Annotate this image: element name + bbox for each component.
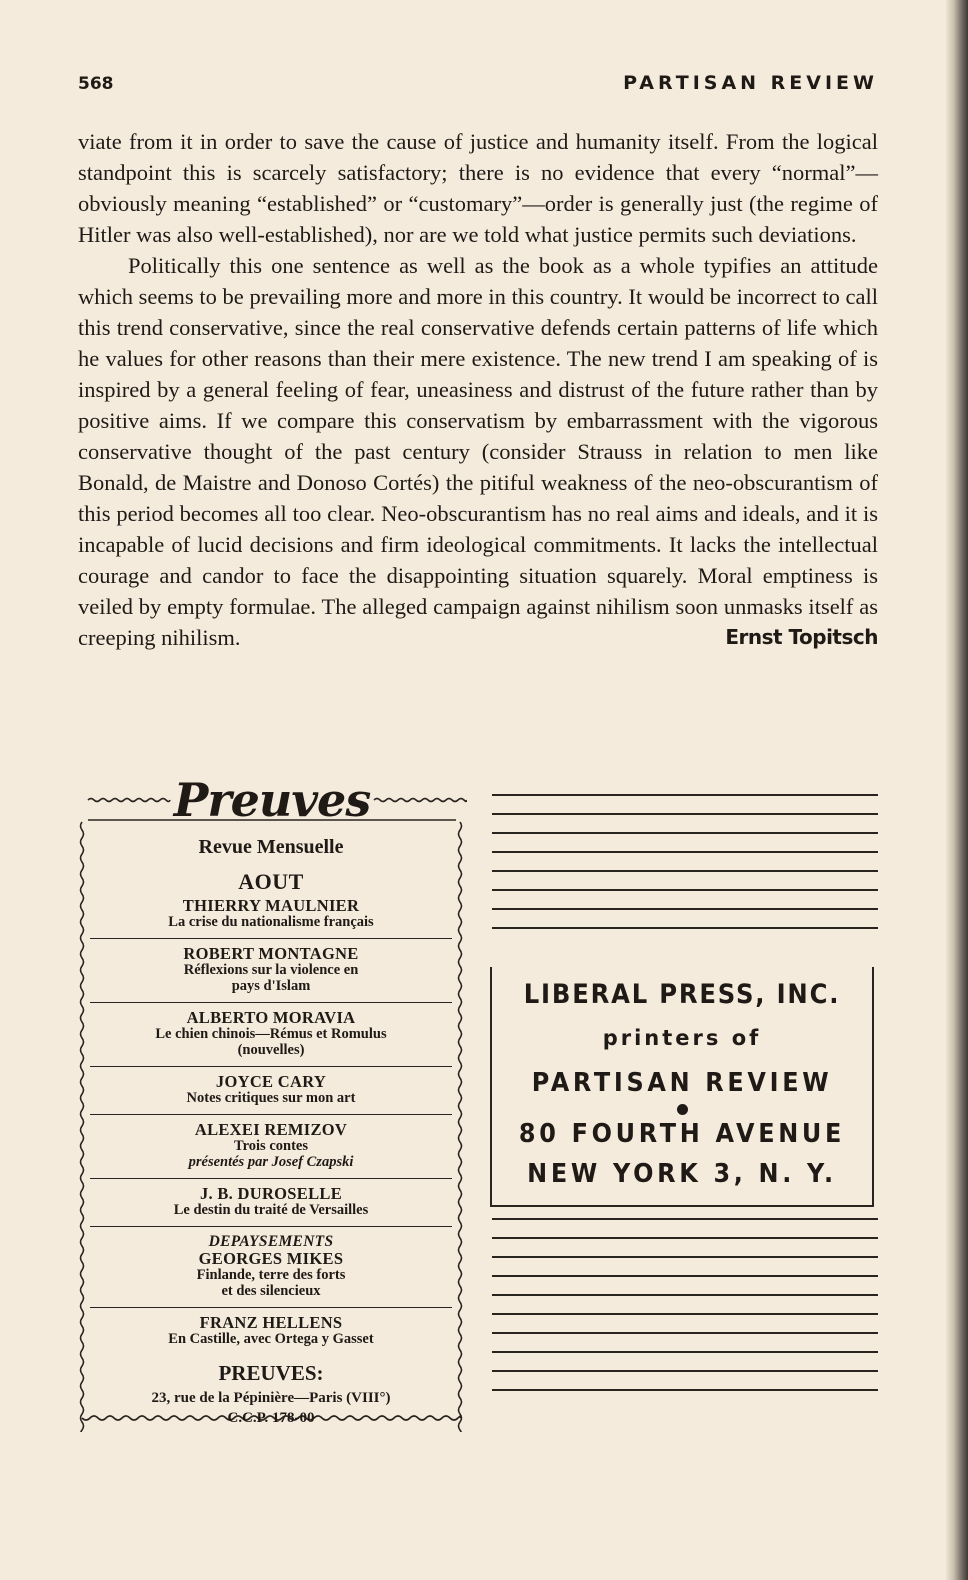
entry-title: La crise du nationalisme français [168,914,374,930]
rule-line [492,1256,878,1258]
entry-title: Notes critiques sur mon art [186,1090,356,1106]
page-edge-shadow [946,0,968,1580]
preuves-title: Preuves [173,773,371,827]
rule-line [492,1275,878,1277]
entry-title: Finlande, terre des forts [196,1267,346,1283]
rule-line [492,832,878,834]
article-paragraph-text: Politically this one sentence as well as the book as a whole typifies an attitude which seems to be prevailing more and more in this country. It would be incorrect to call this trend conservative, since the real conservative defends certain patterns of life which he values for other reasons than their mere existence. The new trend I am speaking of is inspired by a general feeling of fear, uneasiness and distrust of the future rather than by positive aims. If we compare this conservatism by embarrassment with the vigorous conservative thought of the past century (consider Strauss in relation to men like Bonald, de Maistre and Donoso Cortés) the pitiful weakness of the neo-obscurantism of this period becomes all too clear. Neo-obscurantism has no real aims and ideals, and it is incapable of lucid decisions and firm ideological commitments. It lacks the intellectual courage and candor to face the disappointing situation squarely. Moral emptiness is veiled by empty formulae. The alleged campaign against nihilism soon unmasks itself as creeping nihilism. [78,253,878,650]
entry-author: JOYCE CARY [215,1072,327,1091]
contents-entry [90,1308,452,1355]
entry-title-cont: et des silencieux [221,1283,321,1299]
ruled-lines-bottom [492,1218,878,1391]
journal-name: PARTISAN REVIEW [623,72,878,94]
entry-title: En Castille, avec Ortega y Gasset [168,1331,374,1347]
rule-line [492,1294,878,1296]
border-top-left [88,799,170,802]
rule-line [492,889,878,891]
entry-author: FRANZ HELLENS [199,1313,343,1332]
entry-author: J. B. DUROSELLE [199,1184,343,1203]
preuves-advertisement [74,768,468,1432]
preuves-month: AOUT [238,869,304,894]
entry-author: THIERRY MAULNIER [182,896,360,915]
rule-line [492,1218,878,1220]
entry-title: Le chien chinois—Rémus et Romulus [155,1026,387,1042]
bullet-dot [677,1104,688,1115]
rule-line [492,908,878,910]
rule-line [492,851,878,853]
article-paragraph [78,250,878,653]
rule-line [492,1313,878,1315]
rule-line [492,1332,878,1334]
article-author: Ernst Topitsch [725,625,878,649]
entry-section: DEPAYSEMENTS [208,1233,334,1250]
rule-line [492,927,878,929]
ruled-lines-top [492,794,878,929]
page-number: 568 [78,74,114,94]
contents-entry [90,1227,452,1308]
contents-entry [90,895,452,939]
press-client: PARTISAN REVIEW [531,1068,833,1098]
preuves-footer-title: PREUVES: [218,1361,324,1385]
border-top-right [374,799,466,802]
contents-entry [90,1115,452,1179]
entry-title-cont: pays d'Islam [231,978,311,994]
rule-line [492,1389,878,1391]
press-city: NEW YORK 3, N. Y. [527,1159,837,1189]
article-body [78,126,878,653]
contents-entry [90,1003,452,1067]
press-street: 80 FOURTH AVENUE [518,1119,846,1149]
rule-line [492,794,878,796]
contents-entry [90,1179,452,1227]
contents-entry [90,1067,452,1115]
entry-title-cont: présentés par Josef Czapski [188,1154,354,1170]
preuves-subtitle: Revue Mensuelle [198,836,344,858]
border-right [459,822,462,1432]
border-left [81,822,84,1432]
rule-line [492,813,878,815]
rule-line [492,1370,878,1372]
liberal-press-advertisement [490,967,874,1207]
entry-author: ALBERTO MORAVIA [186,1008,356,1027]
press-name: LIBERAL PRESS, INC. [523,979,841,1010]
rule-line [492,870,878,872]
rule-line [492,1237,878,1239]
entry-title-cont: (nouvelles) [237,1042,305,1058]
entry-title: Le destin du traité de Versailles [173,1202,369,1218]
preuves-contents [90,830,452,1426]
running-head [78,70,878,100]
preuves-postal-account: C.C.P. 178-00 [227,1410,315,1426]
contents-entry [90,939,452,1003]
press-tagline: printers of [602,1026,762,1050]
rule-line [492,1351,878,1353]
entry-author: ROBERT MONTAGNE [183,944,359,963]
entry-author: ALEXEI REMIZOV [194,1120,348,1139]
entry-title: Trois contes [234,1138,308,1154]
preuves-address: 23, rue de la Pépinière—Paris (VIII°) [151,1390,391,1406]
entry-title: Réflexions sur la violence en [183,962,359,978]
article-paragraph: viate from it in order to save the cause of justice and humanity itself. From the logical standpoint this is scarcely satisfactory; there is no evidence that every “normal”—obviously meaning “established” or “customary”—order is generally just (the regime of Hitler was also well-established), nor are we told what justice permits such deviations. [78,129,878,247]
entry-author: GEORGES MIKES [198,1249,344,1268]
